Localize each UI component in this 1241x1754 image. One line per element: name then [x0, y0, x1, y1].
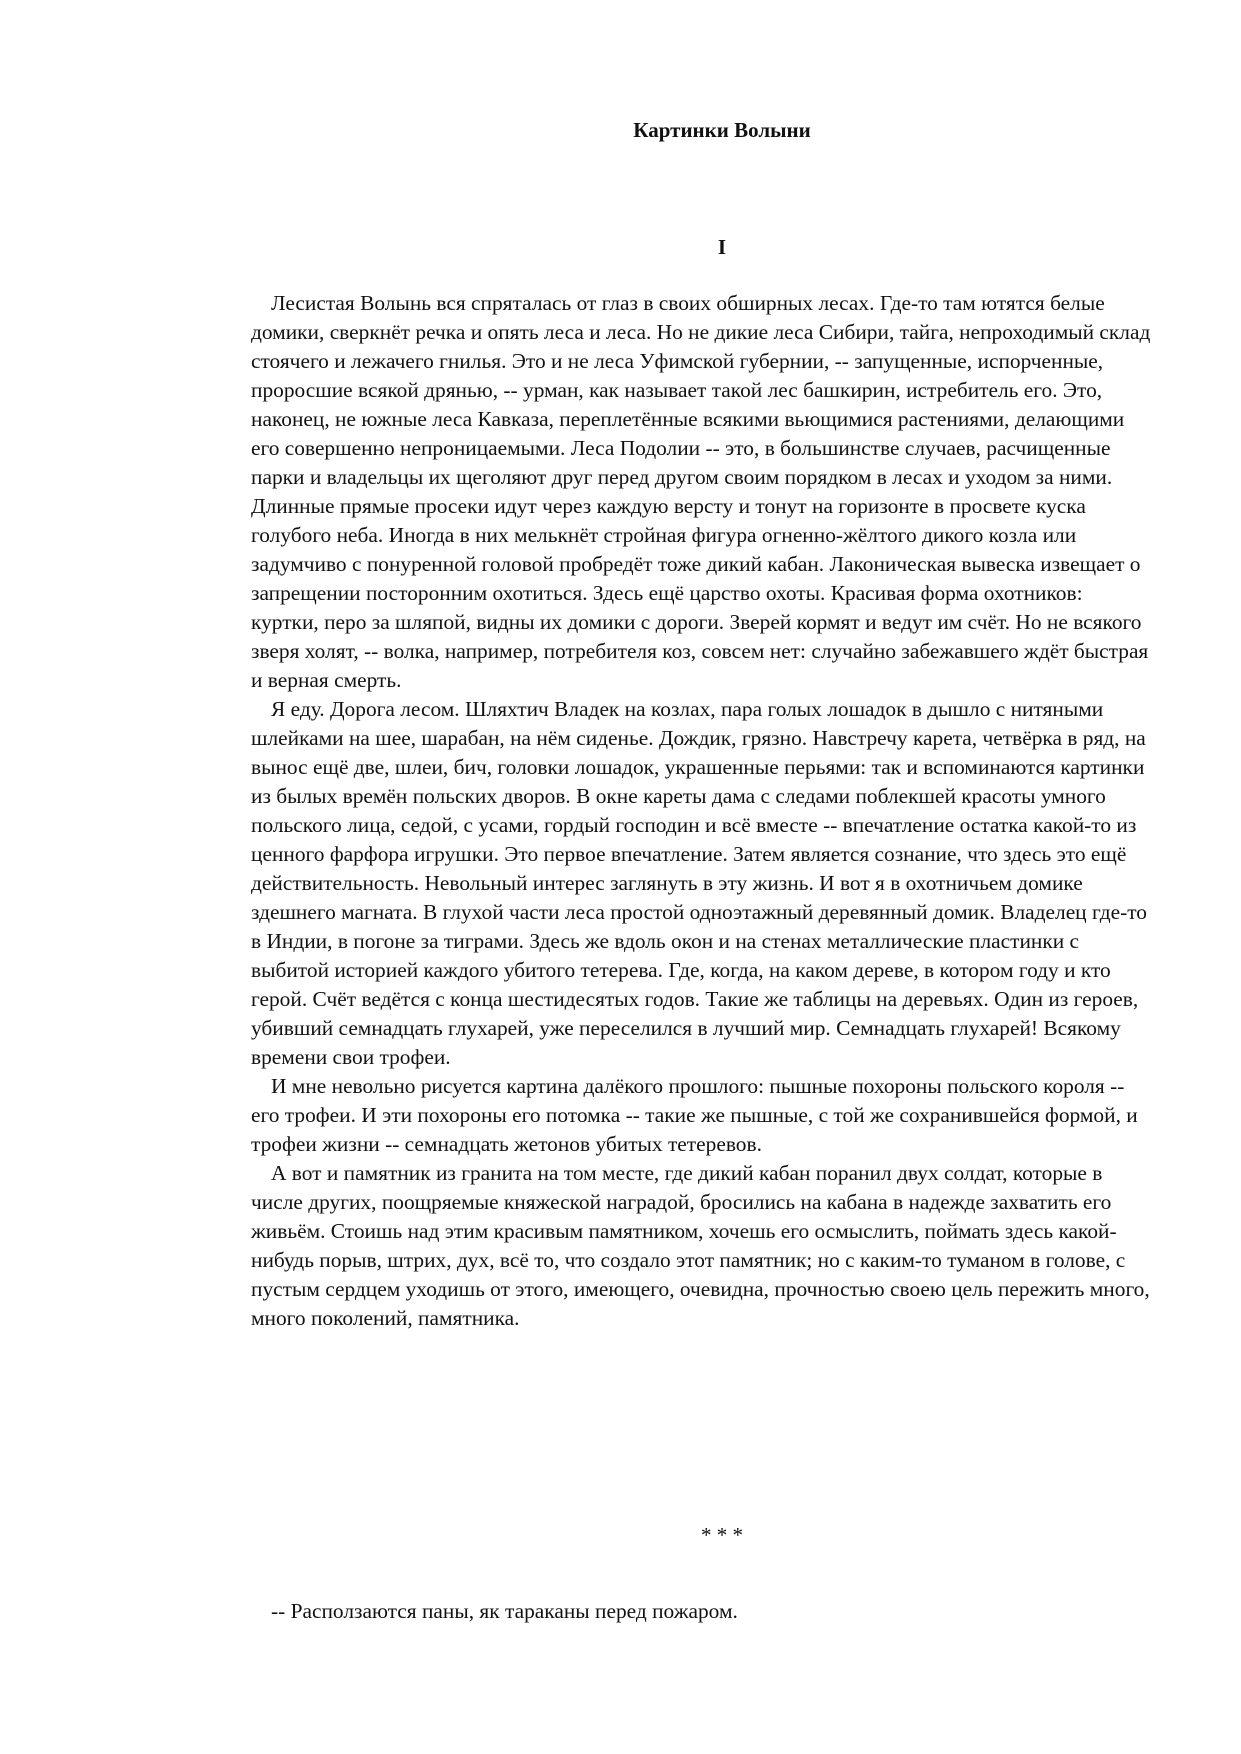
chapter-number: I: [717, 235, 727, 259]
chapter-body: [251, 289, 1151, 1333]
section-separator: * * *: [701, 1523, 743, 1547]
paragraph: Я еду. Дорога лесом. Шляхтич Владек на козлах, пара голых лошадок в дышло с нитяными шлейками на шее, шарабан, на нём сиденье. Дождик, грязно. Навстречу карета, четвёрка в ряд, на вынос ещё две, шлеи, бич, головки лошадок, украшенные перьями: так и вспоминаются картинки из былых времён польских дворов. В окне кареты дама с следами поблекшей красоты умного польского лица, седой, с усами, гордый господин и всё вместе -- впечатление остатка какой-то из ценного фарфора игрушки. Это первое впечатление. Затем является сознание, что здесь это ещё действительность. Невольный интерес заглянуть в эту жизнь. И вот я в охотничьем домике здешнего магната. В глухой части леса простой одноэтажный деревянный домик. Владелец где-то в Индии, в погоне за тиграми. Здесь же вдоль окон и на стенах металлические пластинки с выбитой историей каждого убитого тетерева. Где, когда, на каком дереве, в котором году и кто герой. Счёт ведётся с конца шестидесятых годов. Такие же таблицы на деревьях. Один из героев, убивший семнадцать глухарей, уже переселился в лучший мир. Семнадцать глухарей! Всякому времени свои трофеи.: [251, 697, 1147, 1069]
paragraph: И мне невольно рисуется картина далёкого прошлого: пышные похороны польского короля -- его трофеи. И эти похороны его потомка -- такие же пышные, с той же сохранившейся формой, и трофеи жизни -- семнадцать жетонов убитых тетеревов.: [251, 1074, 1138, 1156]
document-page: [251, 0, 1151, 1754]
paragraph: А вот и памятник из гранита на том месте, где дикий кабан поранил двух солдат, которые в числе других, поощряемые княжеской наградой, бросились на кабана в надежде захватить его живьём. Стоишь над этим красивым памятником, хочешь его осмыслить, поймать здесь какой-нибудь порыв, штрих, дух, всё то, что создало этот памятник; но с каким-то туманом в голове, с пустым сердцем уходишь от этого, имеющего, очевидна, прочностью своею цель пережить много, много поколений, памятника.: [251, 1161, 1150, 1330]
paragraph: Лесистая Волынь вся спряталась от глаз в своих обширных лесах. Где-то там ютятся белые домики, сверкнёт речка и опять леса и леса. Но не дикие леса Сибири, тайга, непроходимый склад стоячего и лежачего гнилья. Это и не леса Уфимской губернии, -- запущенные, испорченные, проросшие всякой дрянью, -- урман, как называет такой лес башкирин, истребитель его. Это, наконец, не южные леса Кавказа, переплетённые всякими вьющимися растениями, делающими его совершенно непроницаемыми. Леса Подолии -- это, в большинстве случаев, расчищенные парки и владельцы их щеголяют друг перед другом своим порядком в лесах и уходом за ними. Длинные прямые просеки идут через каждую версту и тонут на горизонте в просвете куска голубого неба. Иногда в них мелькнёт стройная фигура огненно-жёлтого дикого козла или задумчиво с понуренной головой пробредёт тоже дикий кабан. Лаконическая вывеска извещает о запрещении посторонним охотиться. Здесь ещё царство охоты. Красивая форма охотников: куртки, перо за шляпой, видны их домики с дороги. Зверей кормят и ведут им счёт. Но не всякого зверя холят, -- волка, например, потребителя коз, совсем нет: случайно забежавшего ждёт быстрая и верная смерть.: [251, 291, 1151, 692]
document-title: Картинки Волыни: [633, 118, 811, 142]
dialogue-line: -- Расползаются паны, як тараканы перед пожаром.: [271, 1599, 738, 1623]
